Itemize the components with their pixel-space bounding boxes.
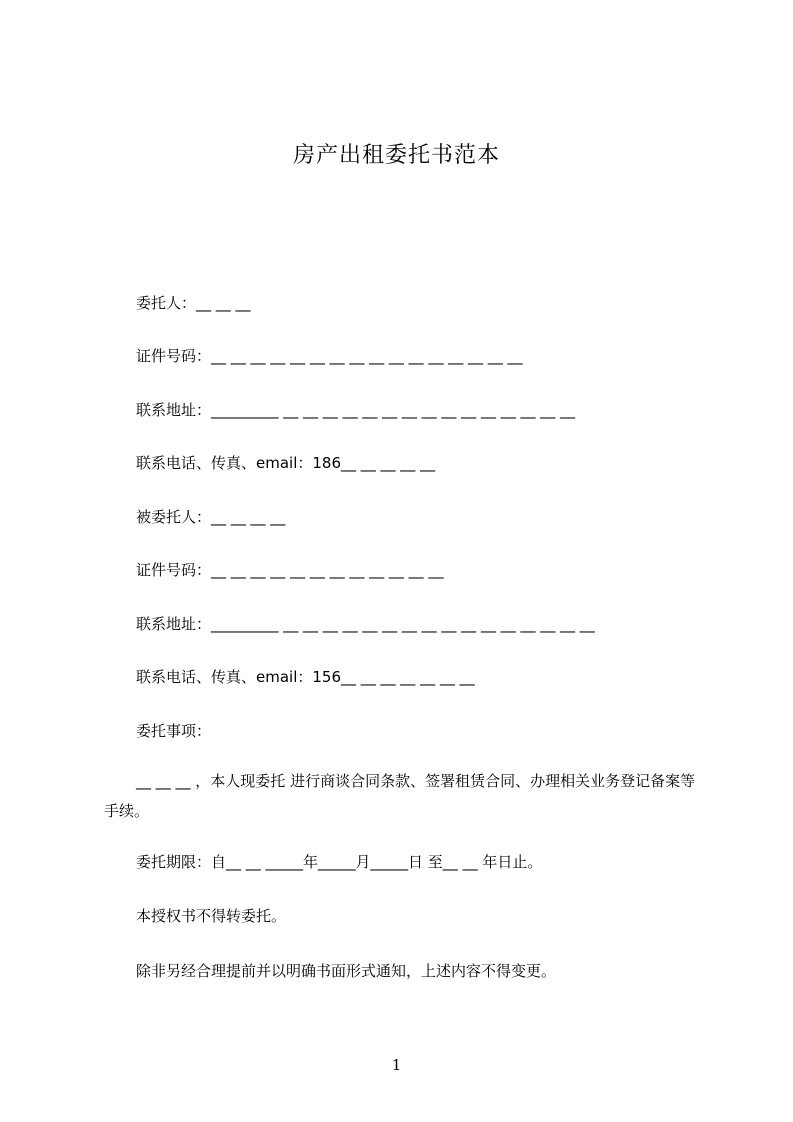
principal-id-line: 证件号码：__ __ __ __ __ __ __ __ __ __ __ __ __ __ __ __: [136, 347, 523, 365]
agent-address-line: 联系地址：_________ __ __ __ __ __ __ __ __ __ __ __ __ __ __ __ __: [136, 615, 595, 633]
agent-contact-line: 联系电话、传真、email：156__ __ __ __ __ __ __: [136, 668, 475, 686]
principal-address-line: 联系地址：_________ __ __ __ __ __ __ __ __ __ __ __ __ __ __ __: [136, 401, 576, 419]
notice-line: 除非另经合理提前并以明确书面形式通知，上述内容不得变更。: [136, 962, 557, 980]
term-line: 委托期限：自__ __ _____年_____月_____日 至__ __ 年日止。: [136, 853, 543, 871]
agent-line: 被委托人：__ __ __ __: [136, 508, 286, 526]
matters-heading: 委托事项：: [136, 722, 212, 740]
matters-body: __ __ __ ，本人现委托 进行商谈合同条款、签署租赁合同、办理相关业务登记备案等手续。: [104, 772, 696, 820]
document-title: 房产出租委托书范本: [292, 143, 500, 168]
principal-line: 委托人：__ __ __: [136, 294, 251, 312]
principal-contact-line: 联系电话、传真、email：186__ __ __ __ __: [136, 454, 436, 472]
agent-id-line: 证件号码：__ __ __ __ __ __ __ __ __ __ __ __: [136, 561, 444, 579]
page-number: 1: [391, 1056, 402, 1074]
no-transfer-line: 本授权书不得转委托。: [136, 907, 287, 925]
